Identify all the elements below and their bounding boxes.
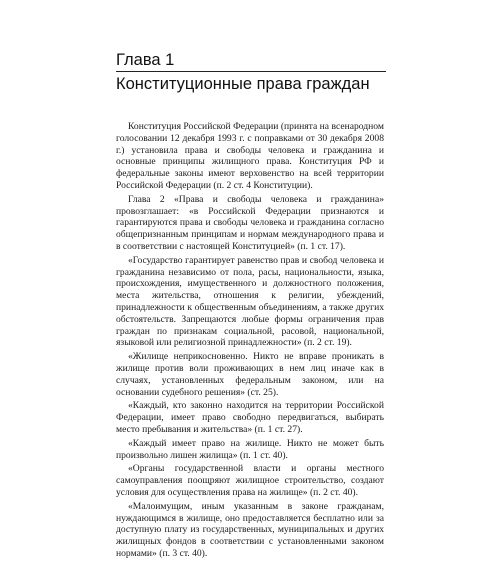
paragraph: «Органы государственной власти и органы местного самоуправления поощряют жилищное строительство, создают условия для осуществления права на жилище» (п. 2 ст. 40).	[116, 463, 384, 498]
heading-divider	[116, 71, 386, 72]
body-text	[116, 121, 384, 562]
paragraph: Глава 2 «Права и свободы человека и гражданина» провозглашает: «в Российской Федерации признаются и гарантируются права и свободы человека и гражданина согласно общепризнанным принципам и нормам международного права и в соответствии с настоящей Конституцией» (п. 1 ст. 17).	[116, 193, 384, 252]
paragraph: «Каждый, кто законно находится на территории Российской Федерации, имеет право свободно передвигаться, выбирать место пребывания и жительства» (п. 1 ст. 27).	[116, 400, 384, 435]
paragraph: «Жилище неприкосновенно. Никто не вправе проникать в жилище против воли проживающих в нем лиц иначе как в случаях, установленных федеральным законом, или на основании судебного решения» (ст. 25).	[116, 351, 384, 398]
paragraph: «Малоимущим, иным указанным в законе гражданам, нуждающимся в жилище, оно предоставляется бесплатно или за доступную плату из государственных, муниципальных и других жилищных фондов в соответствии с установленными законом нормами» (п. 3 ст. 40).	[116, 500, 384, 559]
paragraph: «Государство гарантирует равенство прав и свобод человека и гражданина независимо от пола, расы, национальности, языка, происхождения, имущественного и должностного положения, места жительства, отношения к религии, убеждений, принадлежности к общественным объединениям, а также других обстоятельств. Запрещаются любые формы ограничения прав граждан по признакам социальной, расовой, национальной, языковой или религиозной принадлежности» (п. 2 ст. 19).	[116, 254, 384, 349]
paragraph: «Каждый имеет право на жилище. Никто не может быть произвольно лишен жилища» (п. 1 ст. 40).	[116, 437, 384, 461]
chapter-heading	[116, 50, 386, 94]
paragraph: Конституция Российской Федерации (принята на всенародном голосовании 12 декабря 1993 г. с поправками от 30 декабря 2008 г.) установила права и свободы человека и гражданина и основные принципы жилищного права. Конституция РФ и федеральные законы имеют верховенство на всей территории Российской Федерации (п. 2 ст. 4 Конституции).	[116, 121, 384, 191]
chapter-title: Конституционные права граждан	[116, 75, 370, 93]
chapter-number: Глава 1	[116, 51, 175, 69]
